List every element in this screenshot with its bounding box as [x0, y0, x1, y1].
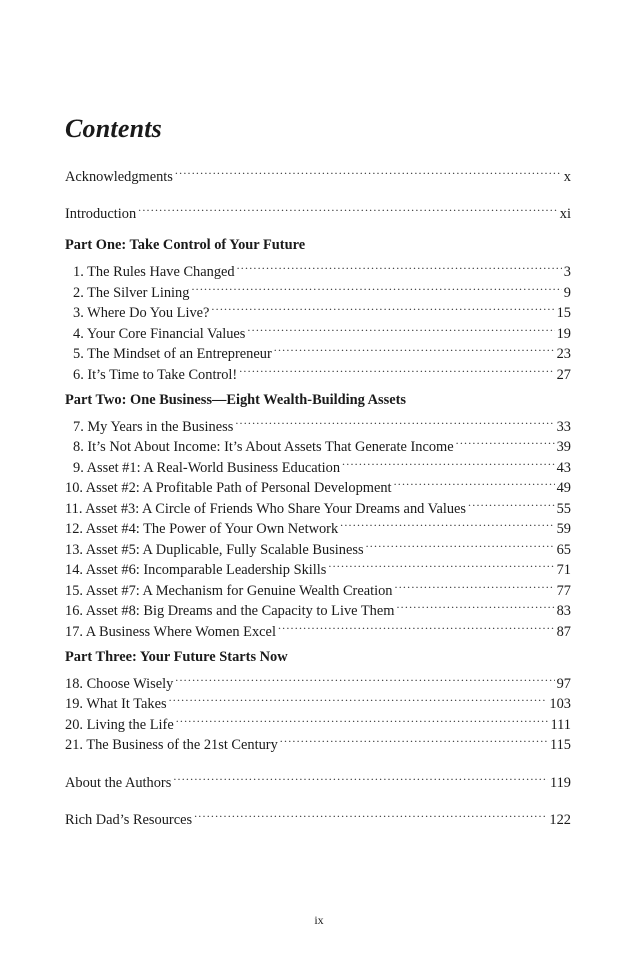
toc-entry-label: 21. The Business of the 21st Century — [65, 737, 278, 753]
toc-page-number: 3 — [563, 264, 571, 280]
toc-entry-label: 5. The Mindset of an Entrepreneur — [73, 346, 272, 362]
dot-leader — [176, 708, 549, 729]
toc-entry-acknowledgments[interactable] — [65, 160, 571, 185]
dot-leader — [173, 766, 548, 787]
toc-page-number: 77 — [556, 582, 571, 599]
page-title: Contents — [65, 114, 162, 143]
dot-leader — [278, 615, 555, 636]
toc-entry-label: 9. Asset #1: A Real-World Business Education — [73, 459, 341, 476]
dot-leader — [366, 533, 555, 554]
dot-leader — [235, 410, 554, 431]
toc-entry-label: 15. Asset #7: A Mechanism for Genuine Wealth Creation — [65, 582, 393, 599]
toc-page-number: 115 — [549, 737, 571, 753]
toc-entry-label: 11. Asset #3: A Circle of Friends Who Share Your Dreams and Values — [65, 500, 467, 517]
toc-entry-label: 17. A Business Where Women Excel — [65, 623, 276, 640]
part-two-heading: Part Two: One Business—Eight Wealth-Building Assets — [65, 391, 407, 408]
toc-page-number: 119 — [549, 774, 571, 791]
toc-entry-introduction[interactable] — [65, 198, 571, 222]
dot-leader — [247, 317, 554, 338]
toc-page-number: 55 — [556, 500, 571, 517]
toc-entry-label: About the Authors — [65, 774, 172, 791]
toc-entry-label: 13. Asset #5: A Duplicable, Fully Scalable Business — [65, 541, 364, 558]
dot-leader — [237, 256, 562, 277]
dot-leader — [194, 804, 547, 825]
toc-entry-label: 16. Asset #8: Big Dreams and the Capacity to Live Them — [65, 603, 395, 619]
part-three-heading: Part Three: Your Future Starts Now — [65, 648, 288, 665]
toc-page-number: 27 — [556, 366, 571, 383]
toc-page-number: xi — [559, 206, 571, 222]
toc-page-number: x — [563, 168, 571, 185]
dot-leader — [328, 554, 554, 575]
dot-leader — [239, 358, 554, 379]
dot-leader — [138, 198, 558, 219]
toc-entry-label: 6. It’s Time to Take Control! — [73, 366, 238, 383]
dot-leader — [456, 431, 555, 452]
toc-entry-label: 20. Living the Life — [65, 716, 174, 733]
toc-entry-label: 7. My Years in the Business — [73, 418, 234, 435]
toc-page-number: 39 — [556, 439, 571, 455]
toc-entry-label: 18. Choose Wisely — [65, 675, 174, 692]
toc-page-number: 49 — [556, 480, 571, 496]
toc-entry-label: Rich Dad’s Resources — [65, 812, 193, 828]
toc-entry-about-the-authors[interactable] — [65, 766, 571, 791]
table-of-contents — [65, 160, 571, 828]
page-number-footer: ix — [314, 913, 324, 927]
toc-page-number: 122 — [549, 812, 571, 828]
dot-leader — [468, 492, 555, 513]
dot-leader — [211, 297, 554, 318]
toc-entry-label: 3. Where Do You Live? — [73, 305, 210, 321]
dot-leader — [175, 160, 562, 181]
toc-page-number: 103 — [549, 696, 571, 712]
toc-page-number: 9 — [563, 284, 571, 301]
toc-page-number: 83 — [556, 603, 571, 619]
toc-page-number: 71 — [556, 562, 571, 578]
toc-entry-label: 14. Asset #6: Incomparable Leadership Skills — [65, 562, 327, 578]
toc-page-number: 97 — [556, 675, 571, 692]
toc-page-number: 19 — [556, 325, 571, 342]
toc-entry-label: Acknowledgments — [65, 168, 173, 185]
toc-entry[interactable] — [65, 256, 571, 280]
toc-entry-label: Introduction — [65, 206, 137, 222]
dot-leader — [396, 595, 554, 616]
dot-leader — [169, 688, 548, 709]
toc-entry-label: 8. It’s Not About Income: It’s About Assets That Generate Income — [73, 439, 454, 455]
toc-page-number: 33 — [556, 418, 571, 435]
dot-leader — [394, 472, 555, 493]
toc-page-number: 65 — [556, 541, 571, 558]
toc-page-number: 15 — [556, 305, 571, 321]
toc-entry-rich-dads-resources[interactable] — [65, 804, 571, 828]
toc-entry[interactable] — [65, 410, 571, 435]
toc-entry-label: 12. Asset #4: The Power of Your Own Network — [65, 521, 339, 537]
dot-leader — [274, 338, 555, 359]
toc-page-number: 87 — [556, 623, 571, 640]
toc-entry-label: 2. The Silver Lining — [73, 284, 190, 301]
dot-leader — [395, 574, 555, 595]
toc-page-number: 23 — [556, 346, 571, 362]
dot-leader — [340, 513, 554, 534]
dot-leader — [191, 276, 561, 297]
dot-leader — [342, 451, 555, 472]
toc-page-number: 43 — [556, 459, 571, 476]
toc-entry-label: 10. Asset #2: A Profitable Path of Personal Development — [65, 480, 392, 496]
toc-entry-label: 19. What It Takes — [65, 696, 167, 712]
dot-leader — [175, 667, 554, 688]
toc-entry-label: 1. The Rules Have Changed — [73, 264, 235, 280]
toc-entry[interactable] — [65, 667, 571, 692]
toc-page-number: 59 — [556, 521, 571, 537]
toc-entry-label: 4. Your Core Financial Values — [73, 325, 246, 342]
part-one-heading: Part One: Take Control of Your Future — [65, 237, 306, 253]
toc-page-number: 111 — [550, 716, 571, 733]
dot-leader — [280, 729, 548, 750]
